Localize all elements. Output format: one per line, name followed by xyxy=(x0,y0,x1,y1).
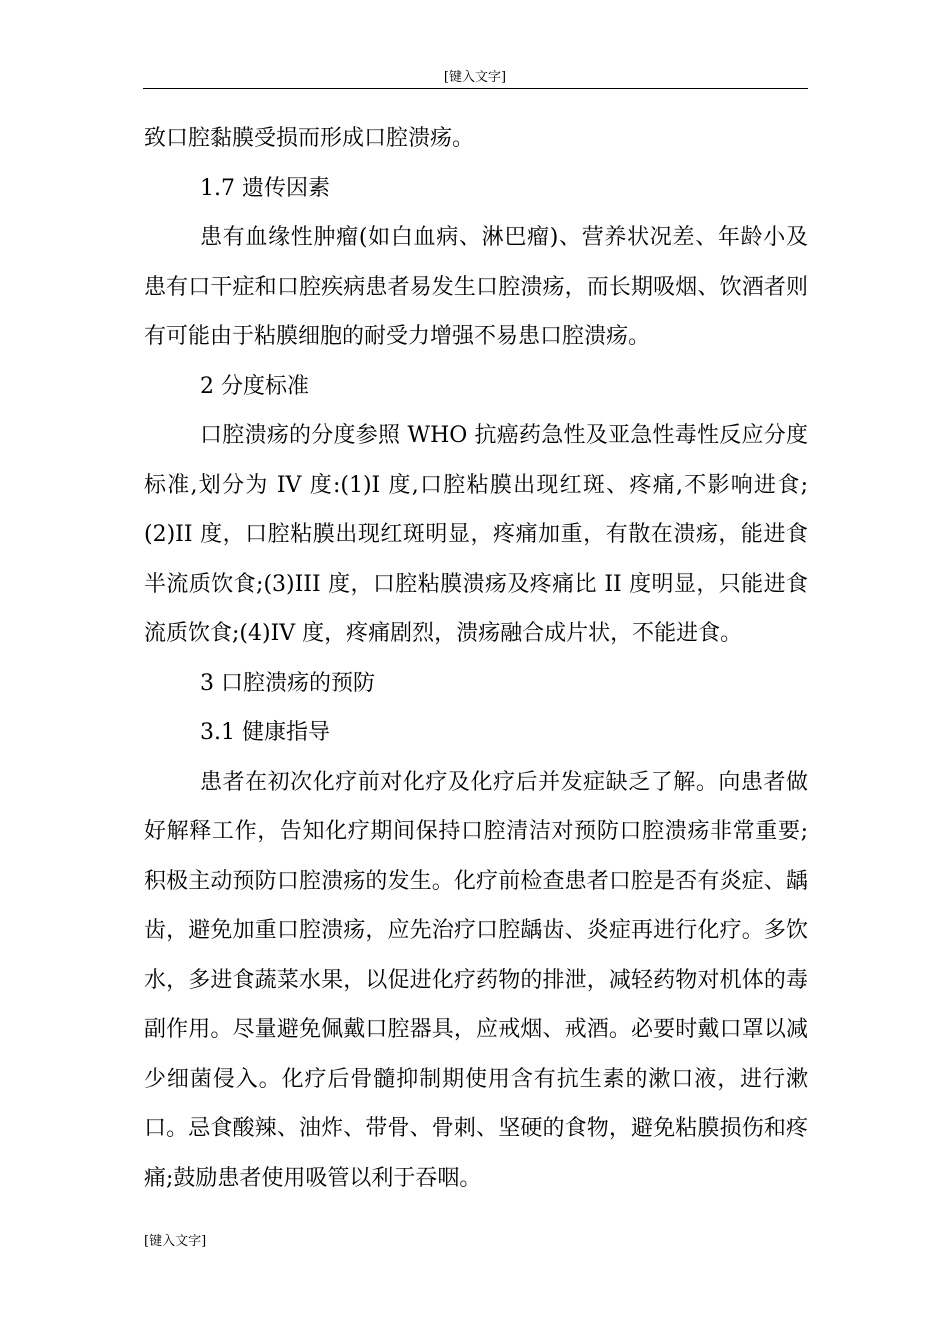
paragraph-grading-standard: 口腔溃疡的分度参照 WHO 抗癌药急性及亚急性毒性反应分度标准,划分为 IV 度:(1)I 度,口腔粘膜出现红斑、疼痛,不影响进食;(2)II 度，口腔粘膜出现红斑明显，疼痛加重，有散在溃疡，能进食半流质饮食;(3)III 度，口腔粘膜溃疡及疼痛比 II 度明显，只能进食流质饮食;(4)IV 度，疼痛剧烈，溃疡融合成片状，不能进食。 xyxy=(144,423,808,646)
header-rule xyxy=(143,88,808,89)
section-heading-3-1: 3.1 健康指导 xyxy=(200,720,330,745)
paragraph-continuation: 致口腔黏膜受损而形成口腔溃疡。 xyxy=(144,126,475,151)
paragraph-health-guidance: 患者在初次化疗前对化疗及化疗后并发症缺乏了解。向患者做好解释工作，告知化疗期间保持口腔清洁对预防口腔溃疡非常重要;积极主动预防口腔溃疡的发生。化疗前检查患者口腔是否有炎症、龋齿，避免加重口腔溃疡，应先治疗口腔龋齿、炎症再进行化疗。多饮水，多进食蔬菜水果，以促进化疗药物的排泄，减轻药物对机体的毒副作用。尽量避免佩戴口腔器具，应戒烟、戒酒。必要时戴口罩以减少细菌侵入。化疗后骨髓抑制期使用含有抗生素的漱口液，进行漱口。忌食酸辣、油炸、带骨、骨刺、坚硬的食物，避免粘膜损伤和疼痛;鼓励患者使用吸管以利于吞咽。 xyxy=(144,769,808,1191)
section-heading-1-7: 1.7 遗传因素 xyxy=(200,175,330,201)
document-body xyxy=(144,114,808,1203)
paragraph-genetic-factors: 患有血缘性肿瘤(如白血病、淋巴瘤)、营养状况差、年龄小及患有口干症和口腔疾病患者易发生口腔溃疡，而长期吸烟、饮酒者则有可能由于粘膜细胞的耐受力增强不易患口腔溃疡。 xyxy=(144,225,808,349)
page-footer: [键入文字] xyxy=(144,1234,207,1249)
section-heading-3: 3 口腔溃疡的预防 xyxy=(200,670,375,696)
page-header: [键入文字] xyxy=(443,70,507,85)
section-heading-2: 2 分度标准 xyxy=(200,373,309,399)
